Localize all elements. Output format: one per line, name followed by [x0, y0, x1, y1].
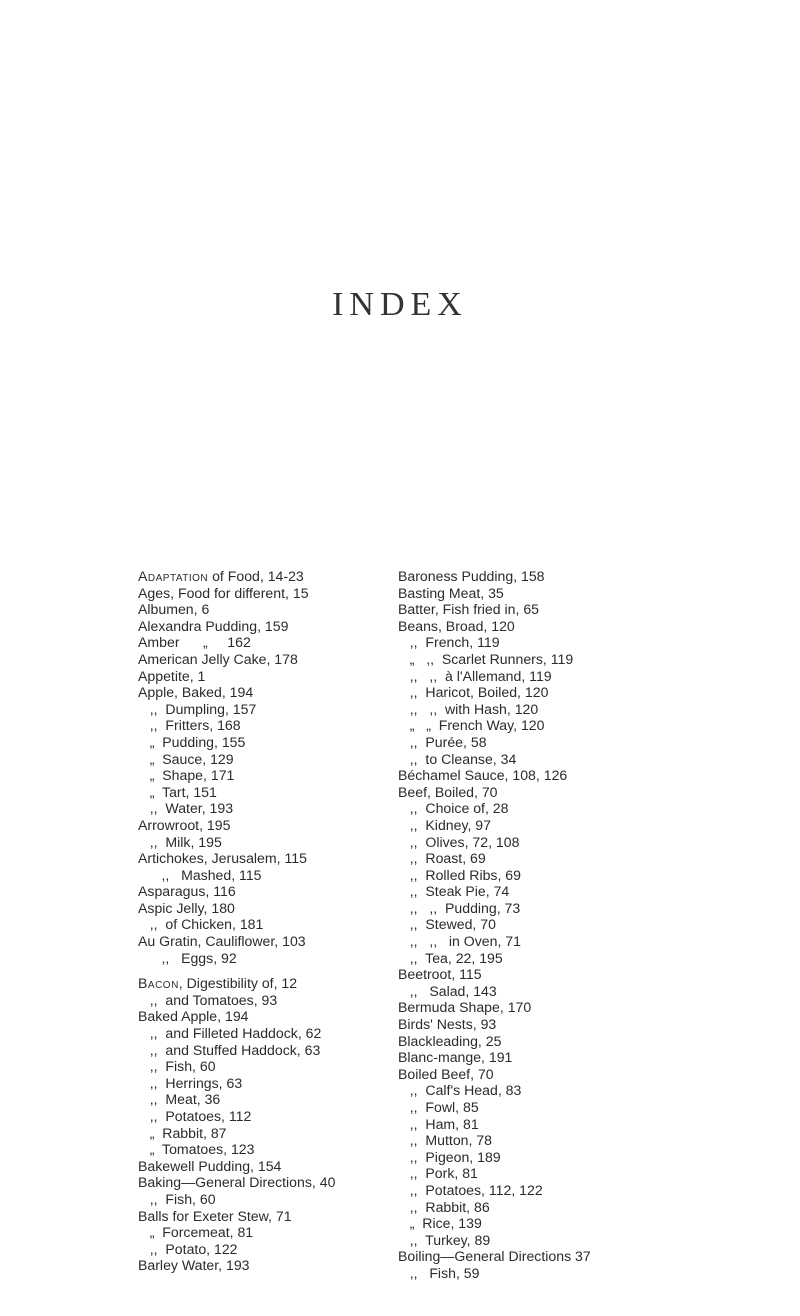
- index-entry-text: ,, Fish, 60: [138, 1190, 216, 1207]
- index-entry: [398, 900, 591, 917]
- index-entry: [398, 966, 591, 983]
- index-entry: [138, 1075, 335, 1092]
- index-entry-text: Beef, Boiled, 70: [398, 783, 498, 800]
- index-entry-text: Amber „ 162: [138, 634, 251, 651]
- index-entry: [398, 1149, 591, 1166]
- index-entry: [398, 1049, 591, 1066]
- index-entry: [398, 618, 591, 635]
- index-entry-text: Arrowroot, 195: [138, 816, 231, 833]
- index-entry-text: American Jelly Cake, 178: [138, 650, 298, 667]
- index-entry-text: ,, Turkey, 89: [398, 1231, 491, 1248]
- index-entry: [138, 933, 335, 950]
- index-entry-text: ,, Meat, 36: [138, 1091, 221, 1108]
- index-entry: [138, 1042, 335, 1059]
- index-entry: [138, 1208, 335, 1225]
- index-entry-text: Bermuda Shape, 170: [398, 999, 532, 1016]
- index-entry: [138, 684, 335, 701]
- index-entry: [138, 867, 335, 884]
- index-entry-head: Bacon: [138, 975, 179, 992]
- index-entry: [398, 1182, 591, 1199]
- index-entry: [398, 933, 591, 950]
- index-entry: [398, 634, 591, 651]
- index-entry: [398, 1116, 591, 1133]
- index-entry: [398, 867, 591, 884]
- index-entry-text: ,, Haricot, Boiled, 120: [398, 684, 549, 701]
- index-entry: [398, 1165, 591, 1182]
- index-entry: [138, 585, 335, 602]
- index-entry-text: Barley Water, 193: [138, 1257, 250, 1274]
- index-entry-text: Albumen, 6: [138, 601, 210, 618]
- index-entry: [138, 701, 335, 718]
- index-entry: [138, 834, 335, 851]
- index-entry: [138, 568, 335, 585]
- index-entry-head: Adaptation: [138, 568, 209, 584]
- index-entry-text: ,, to Cleanse, 34: [398, 750, 517, 767]
- index-entry: [138, 601, 335, 618]
- index-entry: [138, 734, 335, 751]
- index-entry: [138, 950, 335, 967]
- index-entry-text: ,, Roast, 69: [398, 850, 486, 867]
- index-entry-text: ,, Milk, 195: [138, 833, 222, 850]
- index-entry: [138, 916, 335, 933]
- index-entry: [138, 1091, 335, 1108]
- index-entry-text: ,, Rolled Ribs, 69: [398, 866, 521, 883]
- index-entry-text: ,, Pigeon, 189: [398, 1148, 501, 1165]
- index-entry-text: , Digestibility of, 12: [178, 975, 298, 992]
- index-entry: [398, 585, 591, 602]
- index-entry: [398, 850, 591, 867]
- index-entry-text: ,, Mashed, 115: [138, 866, 262, 883]
- index-entry-text: Béchamel Sauce, 108, 126: [398, 767, 568, 784]
- index-entry: [398, 1199, 591, 1216]
- index-entry-text: ,, Eggs, 92: [138, 949, 237, 966]
- index-entry-text: „ Tomatoes, 123: [138, 1141, 255, 1158]
- index-entry: [138, 1191, 335, 1208]
- index-entry-text: ,, Ham, 81: [398, 1115, 479, 1132]
- index-entry-text: Ages, Food for different, 15: [138, 584, 309, 601]
- index-entry-text: ,, Salad, 143: [398, 982, 497, 999]
- index-entry: [398, 916, 591, 933]
- index-entry: [138, 1241, 335, 1258]
- index-entry: [138, 1174, 335, 1191]
- index-entry-text: ,, Calf's Head, 83: [398, 1082, 522, 1099]
- index-entry: [138, 1108, 335, 1125]
- index-entry-text: ,, French, 119: [398, 634, 500, 651]
- index-entry: [398, 1016, 591, 1033]
- index-entry-text: Artichokes, Jerusalem, 115: [138, 850, 307, 867]
- index-entry-text: ,, Stewed, 70: [398, 916, 496, 933]
- index-entry: [398, 800, 591, 817]
- index-entry: [398, 817, 591, 834]
- index-column-right: [398, 568, 591, 1282]
- index-entry-text: Birds' Nests, 93: [398, 1016, 497, 1033]
- index-entry-text: Asparagus, 116: [138, 883, 236, 900]
- index-entry: [138, 651, 335, 668]
- index-entry: [398, 999, 591, 1016]
- index-entry: [398, 950, 591, 967]
- index-entry: [398, 701, 591, 718]
- index-entry-text: ,, and Filleted Haddock, 62: [138, 1025, 322, 1042]
- index-entry-text: ,, Potato, 122: [138, 1240, 238, 1257]
- index-entry: [138, 751, 335, 768]
- index-entry-text: ,, ,, in Oven, 71: [398, 933, 521, 950]
- index-entry-text: „ Sauce, 129: [138, 750, 234, 767]
- index-entry: [138, 1125, 335, 1142]
- index-entry-text: ,, Olives, 72, 108: [398, 833, 520, 850]
- index-entry: [138, 668, 335, 685]
- index-entry-text: ,, Kidney, 97: [398, 816, 491, 833]
- index-entry: [138, 784, 335, 801]
- index-entry-text: ,, Water, 193: [138, 800, 234, 817]
- index-entry-text: Batter, Fish fried in, 65: [398, 601, 540, 618]
- index-entry-text: Basting Meat, 35: [398, 584, 504, 601]
- index-entry: [398, 767, 591, 784]
- index-entry: [398, 1099, 591, 1116]
- index-entry-text: Aspic Jelly, 180: [138, 899, 235, 916]
- index-entry-text: ,, Purée, 58: [398, 733, 487, 750]
- index-entry: [138, 817, 335, 834]
- index-entry: [398, 883, 591, 900]
- index-entry-text: „ Pudding, 155: [138, 733, 246, 750]
- index-entry: [138, 800, 335, 817]
- index-entry-text: ,, ,, Pudding, 73: [398, 899, 521, 916]
- index-entry: [398, 734, 591, 751]
- index-entry-text: Alexandra Pudding, 159: [138, 617, 289, 634]
- index-entry-text: ,, Dumpling, 157: [138, 700, 257, 717]
- index-entry-text: ,, Herrings, 63: [138, 1074, 243, 1091]
- index-column-left: [138, 568, 335, 1274]
- index-entry-text: Blanc-mange, 191: [398, 1049, 513, 1066]
- index-entry-text: Beans, Broad, 120: [398, 617, 515, 634]
- index-entry: [398, 1066, 591, 1083]
- index-entry-text: „ Shape, 171: [138, 767, 235, 784]
- index-entry-text: „ Rice, 139: [398, 1215, 482, 1232]
- index-entry-text: Baroness Pudding, 158: [398, 568, 545, 584]
- index-entry-text: ,, ,, à l'Allemand, 119: [398, 667, 552, 684]
- index-entry-text: „ Rabbit, 87: [138, 1124, 227, 1141]
- index-entry-text: Apple, Baked, 194: [138, 684, 254, 701]
- index-entry: [398, 1265, 591, 1282]
- index-entry-text: ,, Potatoes, 112, 122: [398, 1181, 543, 1198]
- index-entry: [138, 992, 335, 1009]
- index-entry: [138, 1158, 335, 1175]
- index-entry: [138, 1058, 335, 1075]
- index-entry: [398, 1215, 591, 1232]
- index-entry-text: ,, Fritters, 168: [138, 717, 241, 734]
- index-entry-text: ,, of Chicken, 181: [138, 916, 264, 933]
- index-entry: [138, 850, 335, 867]
- index-entry-text: Baked Apple, 194: [138, 1008, 249, 1025]
- index-entry-text: ,, Fish, 59: [398, 1264, 480, 1281]
- index-entry: [138, 975, 335, 992]
- index-entry: [398, 1248, 591, 1265]
- index-entry-text: ,, Steak Pie, 74: [398, 883, 510, 900]
- index-entry: [398, 751, 591, 768]
- index-entry-text: ,, Mutton, 78: [398, 1132, 493, 1149]
- index-entry: [138, 1025, 335, 1042]
- index-entry-text: ,, Rabbit, 86: [398, 1198, 490, 1215]
- index-entry: [138, 1008, 335, 1025]
- index-entry-text: ,, Fowl, 85: [398, 1099, 479, 1115]
- index-entry-text: ,, Choice of, 28: [398, 800, 509, 817]
- index-entry: [138, 634, 335, 651]
- index-entry-text: Boiled Beef, 70: [398, 1065, 494, 1082]
- index-entry-text: ,, Potatoes, 112: [138, 1108, 252, 1124]
- index-entry: [138, 883, 335, 900]
- index-entry: [398, 684, 591, 701]
- index-entry-text: Balls for Exeter Stew, 71: [138, 1207, 292, 1224]
- index-entry-text: Appetite, 1: [138, 667, 206, 684]
- index-entry: [138, 900, 335, 917]
- index-entry: [398, 983, 591, 1000]
- index-entry-text: Au Gratin, Cauliflower, 103: [138, 933, 306, 950]
- index-entry: [138, 618, 335, 635]
- index-entry-text: ,, and Tomatoes, 93: [138, 991, 278, 1008]
- index-entry-text: ,, Tea, 22, 195: [398, 949, 503, 966]
- index-entry: [398, 568, 591, 585]
- page-title: INDEX: [332, 286, 468, 323]
- index-entry: [138, 1224, 335, 1241]
- index-entry-text: ,, Pork, 81: [398, 1165, 478, 1182]
- index-entry-text: Bakewell Pudding, 154: [138, 1157, 282, 1174]
- index-entry: [398, 668, 591, 685]
- index-entry: [398, 834, 591, 851]
- index-entry: [398, 1132, 591, 1149]
- index-entry: [398, 1033, 591, 1050]
- index-entry-text: ,, Fish, 60: [138, 1058, 216, 1075]
- index-entry-text: „ Forcemeat, 81: [138, 1224, 254, 1241]
- index-entry-text: ,, and Stuffed Haddock, 63: [138, 1041, 321, 1058]
- index-entry-text: Baking—General Directions, 40: [138, 1174, 336, 1191]
- index-entry: [398, 1232, 591, 1249]
- index-entry-text: of Food, 14-23: [208, 568, 304, 584]
- index-entry-text: „ ,, Scarlet Runners, 119: [398, 650, 574, 667]
- index-entry-text: ,, ,, with Hash, 120: [398, 700, 539, 717]
- index-entry: [398, 1082, 591, 1099]
- index-entry: [398, 784, 591, 801]
- index-entry-text: Blackleading, 25: [398, 1032, 502, 1049]
- index-entry: [398, 651, 591, 668]
- index-entry: [138, 1257, 335, 1274]
- index-entry-text: Beetroot, 115: [398, 966, 482, 983]
- index-entry: [398, 717, 591, 734]
- index-entry-text: „ „ French Way, 120: [398, 717, 545, 734]
- index-entry: [138, 1141, 335, 1158]
- index-entry-text: Boiling—General Directions 37: [398, 1248, 591, 1265]
- index-entry: [138, 767, 335, 784]
- index-entry: [138, 717, 335, 734]
- index-entry-text: „ Tart, 151: [138, 783, 217, 800]
- index-entry: [398, 601, 591, 618]
